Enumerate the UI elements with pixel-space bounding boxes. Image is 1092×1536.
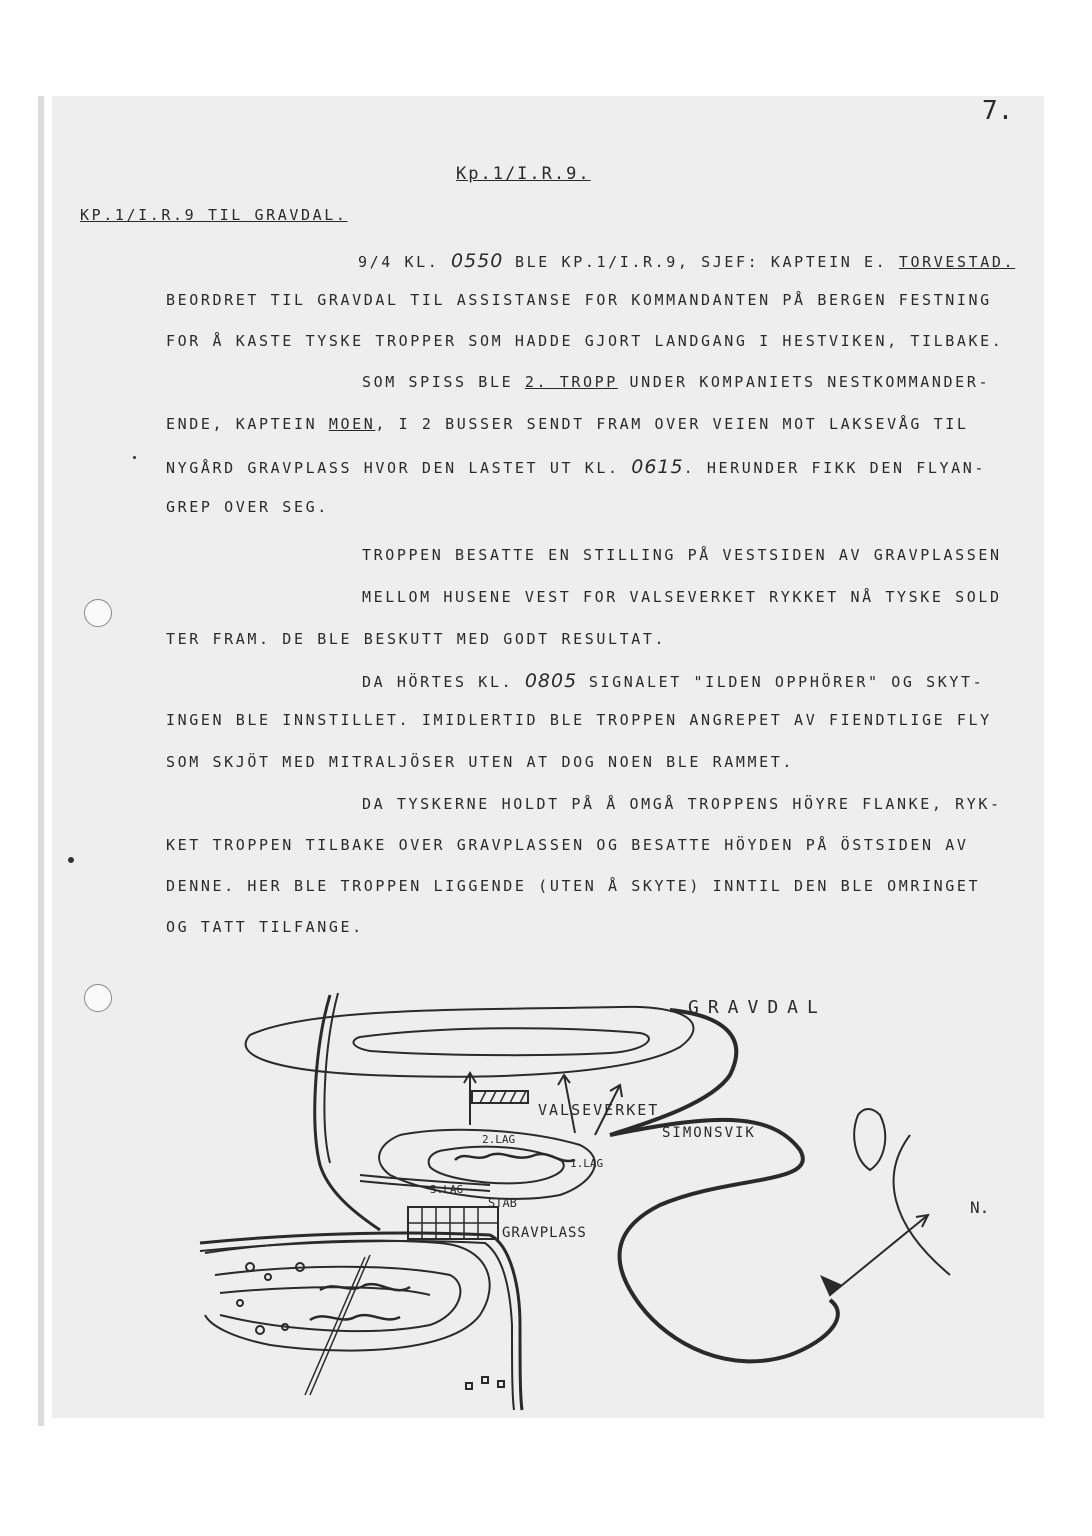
map-arrow-1 (464, 1073, 476, 1125)
text-line-6: NYGÅRD GRAVPLASS HVOR DEN LASTET UT KL. 0615. HERUNDER FIKK DEN FLYAN- (166, 456, 986, 478)
text-line-17: OG TATT TILFANGE. (166, 918, 364, 936)
sheet-edge (38, 96, 44, 1426)
text-line-5: ENDE, KAPTEIN MOEN, I 2 BUSSER SENDT FRAM OVER VEIEN MOT LAKSEVÅG TIL (166, 415, 969, 433)
map-coastline (610, 1010, 838, 1361)
map-label-north: N. (970, 1198, 990, 1217)
map-label-3-lag: 3.LAG (430, 1183, 464, 1196)
text-line-11: DA HÖRTES KL. 0805 SIGNALET "ILDEN OPPHÖRER" OG SKYT- (362, 670, 985, 692)
text-line-10: TER FRAM. DE BLE BESKUTT MED GODT RESULTAT. (166, 630, 667, 648)
text-line-16: DENNE. HER BLE TROPPEN LIGGENDE (UTEN Å SKYTE) INNTIL DEN BLE OMRINGET (166, 877, 981, 895)
punch-hole-bottom (84, 984, 112, 1012)
map-label-valseverket: VALSEVERKET (538, 1101, 660, 1119)
text-line-9: MELLOM HUSENE VEST FOR VALSEVERKET RYKKET NÅ TYSKE SOLD (362, 588, 1002, 606)
map-label-simonsvik: SIMONSVIK (662, 1125, 756, 1141)
text-line-15: KET TROPPEN TILBAKE OVER GRAVPLASSEN OG BESATTE HÖYDEN PÅ ÖSTSIDEN AV (166, 836, 969, 854)
document-title: Kp.1/I.R.9. (456, 164, 591, 184)
map-road-middle-2 (360, 1181, 490, 1191)
map-label-stab: STAB (488, 1196, 517, 1210)
hand-drawn-map (190, 985, 1050, 1415)
section-heading: KP.1/I.R.9 TIL GRAVDAL. (80, 206, 348, 224)
map-lake-outer (205, 1241, 490, 1351)
ink-dot (68, 857, 74, 863)
map-label-2-lag: 2.LAG (482, 1133, 516, 1146)
map-hill-inner (429, 1147, 564, 1184)
text-line-1: 9/4 KL. 0550 BLE KP.1/I.R.9, SJEF: KAPTEIN E. TORVESTAD. (358, 250, 1016, 272)
map-boat (854, 1109, 885, 1170)
text-line-12: INGEN BLE INNSTILLET. IMIDLERTID BLE TROPPEN ANGREPET AV FIENDTLIGE FLY (166, 711, 992, 729)
map-label-1-lag: 1.LAG (570, 1157, 604, 1170)
map-road-west-2 (324, 993, 338, 1163)
map-island-outer (246, 1007, 694, 1077)
text-line-4: SOM SPISS BLE 2. TROPP UNDER KOMPANIETS NESTKOMMANDER- (362, 373, 991, 391)
map-coastline-east (894, 1135, 950, 1275)
text-line-13: SOM SKJÖT MED MITRALJÖSER UTEN AT DOG NOEN BLE RAMMET. (166, 753, 795, 771)
map-label-gravdal: GRAVDAL (688, 997, 827, 1018)
map-label-gravplass: GRAVPLASS (502, 1225, 587, 1241)
text-line-8: TROPPEN BESATTE EN STILLING PÅ VESTSIDEN AV GRAVPLASSEN (362, 546, 1002, 564)
map-troop-positions (455, 1154, 575, 1161)
text-line-14: DA TYSKERNE HOLDT PÅ Å OMGÅ TROPPENS HÖYRE FLANKE, RYK- (362, 795, 1002, 813)
text-line-7: GREP OVER SEG. (166, 498, 329, 516)
punch-hole-top (84, 599, 112, 627)
page-number: 7. (982, 96, 1014, 126)
ink-speck (133, 456, 136, 459)
map-path-diagonal (305, 1255, 370, 1395)
map-island-inner (353, 1028, 649, 1055)
north-arrow (830, 1215, 928, 1295)
text-line-2: BEORDRET TIL GRAVDAL TIL ASSISTANSE FOR KOMMANDANTEN PÅ BERGEN FESTNING (166, 291, 992, 309)
text-line-3: FOR Å KASTE TYSKE TROPPER SOM HADDE GJORT LANDGANG I HESTVIKEN, TILBAKE. (166, 332, 1004, 350)
